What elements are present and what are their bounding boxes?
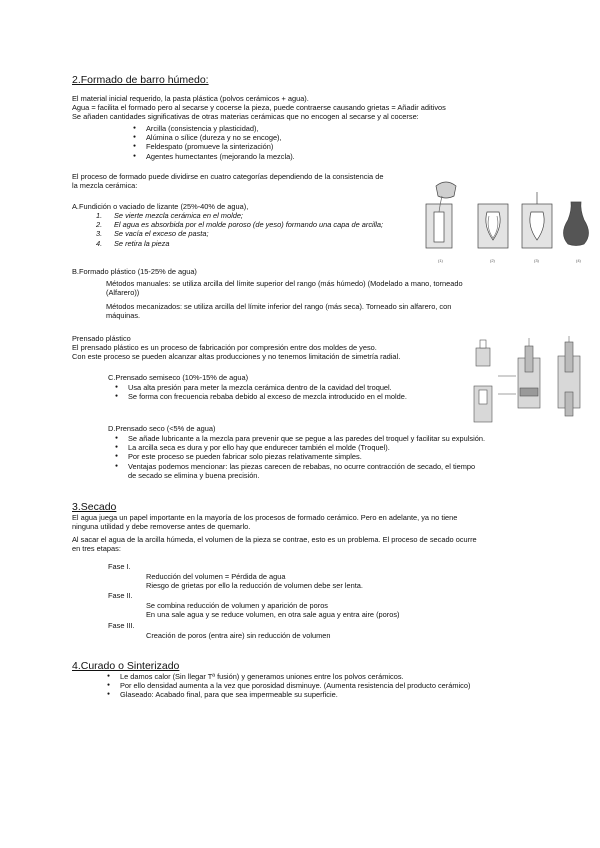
text-line: Prensado plástico xyxy=(72,334,131,343)
list-item: ● Por ello densidad aumenta a la vez que porosidad disminuye. (Aumenta resistencia del producto cerámico) xyxy=(120,681,470,690)
list-item: ● Se forma con frecuencia rebaba debido al exceso de mezcla introducido en el molde. xyxy=(128,392,407,401)
text-line: Con este proceso se pueden alcanzar altas producciones y no tenemos limitación de simetría radial. xyxy=(72,352,401,362)
text-line: El proceso de formado puede dividirse en cuatro categorías dependiendo de la consistencia de xyxy=(72,172,384,181)
text-line: en tres etapas: xyxy=(72,544,121,554)
text-line: Reducción del volumen = Pérdida de agua xyxy=(146,572,286,581)
subsection-b-title: B.Formado plástico (15-25% de agua) xyxy=(72,267,197,276)
list-item: 4. Se retira la pieza xyxy=(96,238,170,248)
text-line: Métodos manuales: se utiliza arcilla del límite superior del rango (más húmedo) (Modelado a mano, torneado xyxy=(106,279,463,288)
text-line: (Alfarero)) xyxy=(106,288,140,298)
sintering-list xyxy=(120,672,470,700)
phase-1-text xyxy=(146,572,363,590)
list-item: ● La arcilla seca es dura y por ello hay que endurecer también el molde (Troquel). xyxy=(128,443,485,452)
slip-casting-figure xyxy=(418,176,594,268)
list-item: 2. El agua es absorbida por el molde poroso (de yeso) formando una capa de arcilla; xyxy=(96,220,384,230)
text-line: ninguna utilidad y debe removerse antes de quemarlo. xyxy=(72,522,251,532)
text-line: El material inicial requerido, la pasta plástica (polvos cerámicos + agua). xyxy=(72,94,309,103)
list-item: ● Usa alta presión para meter la mezcla cerámica dentro de la cavidad del troquel. xyxy=(128,383,407,392)
drying-paragraph-1 xyxy=(72,513,457,531)
list-item: ● Le damos calor (Sin llegar Tª fusión) y generamos uniones entre los polvos cerámicos. xyxy=(120,672,470,681)
list-item: 3. Se vacía el exceso de pasta; xyxy=(96,229,209,239)
plastic-pressing xyxy=(72,334,400,362)
section-2-intro xyxy=(72,94,446,122)
phase-2-label: Fase II. xyxy=(108,591,133,600)
text-line: El prensado plástico es un proceso de fabricación por compresión entre dos moldes de yeso. xyxy=(72,343,377,353)
text-line: Agua = facilita el formado pero al secarse y cocerse la pieza, puede contraerse causando grietas = Añadir aditivos xyxy=(72,103,446,113)
mechanized-methods xyxy=(106,302,451,320)
phase-3-label: Fase III. xyxy=(108,621,135,630)
text-line: Creación de poros (entra aire) sin reducción de volumen xyxy=(146,631,331,640)
text-line: máquinas. xyxy=(106,311,141,321)
semidry-list xyxy=(128,383,407,401)
dry-pressing-list xyxy=(128,434,485,480)
subsection-c-title: C.Prensado semiseco (10%-15% de agua) xyxy=(108,373,249,382)
phase-2-text xyxy=(146,601,400,619)
manual-methods xyxy=(106,279,463,297)
additives-list xyxy=(146,124,295,161)
list-item: ● Ventajas podemos mencionar: las piezas carecen de rebabas, no ocurre contracción de secado, el tiempo de secado se elimina y buena precisión. xyxy=(128,462,485,480)
list-item: ● Glaseado: Acabado final, para que sea impermeable su superficie. xyxy=(120,690,470,699)
phase-3-text xyxy=(146,631,330,640)
drying-paragraph-2 xyxy=(72,535,477,553)
section-2-heading: 2.Formado de barro húmedo: xyxy=(72,74,209,86)
casting-steps xyxy=(96,211,383,248)
figure-caption: (3) xyxy=(534,258,539,263)
list-item: ● Feldespato (promueve la sinterización) xyxy=(146,142,295,151)
text-line: la mezcla cerámica: xyxy=(72,181,138,191)
section-4-heading: 4.Curado o Sinterizado xyxy=(72,660,180,672)
text-line: Se añaden cantidades significativas de otras materias cerámicas que no encogen al secarse y al cocerse: xyxy=(72,112,419,122)
subsection-a-title: A.Fundición o vaciado de lizante (25%-40% de agua), xyxy=(72,202,249,211)
list-item: ● Se añade lubricante a la mezcla para prevenir que se pegue a las paredes del troquel y facilitar su expulsión. xyxy=(128,434,485,443)
figure-caption: (1) xyxy=(438,258,443,263)
text-line: Riesgo de grietas por ello la reducción de volumen debe ser lenta. xyxy=(146,581,363,591)
phase-1-label: Fase I. xyxy=(108,562,131,571)
subsection-d-title: D.Prensado seco (<5% de agua) xyxy=(108,424,216,433)
text-line: Al sacar el agua de la arcilla húmeda, el volumen de la pieza se contrae, esto es un problema. El proceso de secado ocurre xyxy=(72,535,477,544)
text-line: Se combina reducción de volumen y aparición de poros xyxy=(146,601,328,610)
list-item: ● Por este proceso se pueden fabricar solo piezas relativamente simples. xyxy=(128,452,485,461)
list-item: ● Agentes humectantes (mejorando la mezcla). xyxy=(146,152,295,161)
figure-caption: (4) xyxy=(576,258,581,263)
section-3-heading: 3.Secado xyxy=(72,501,117,513)
list-item: ● Alúmina o sílice (dureza y no se encoge), xyxy=(146,133,295,142)
text-line: El agua juega un papel importante en la mayoría de los procesos de formado cerámico. Pero en adelante, ya no tiene xyxy=(72,513,458,522)
list-item: 1. Se vierte mezcla cerámica en el molde; xyxy=(96,211,243,220)
process-paragraph xyxy=(72,172,383,190)
pressing-figure xyxy=(458,336,592,432)
figure-caption: (2) xyxy=(490,258,495,263)
list-item: ● Arcilla (consistencia y plasticidad), xyxy=(146,124,295,133)
text-line: Métodos mecanizados: se utiliza arcilla del límite inferior del rango (más seca). Torneado sin alfarero, con xyxy=(106,302,452,311)
text-line: En una sale agua y se reduce volumen, en otra sale agua y entra aire (poros) xyxy=(146,610,400,620)
